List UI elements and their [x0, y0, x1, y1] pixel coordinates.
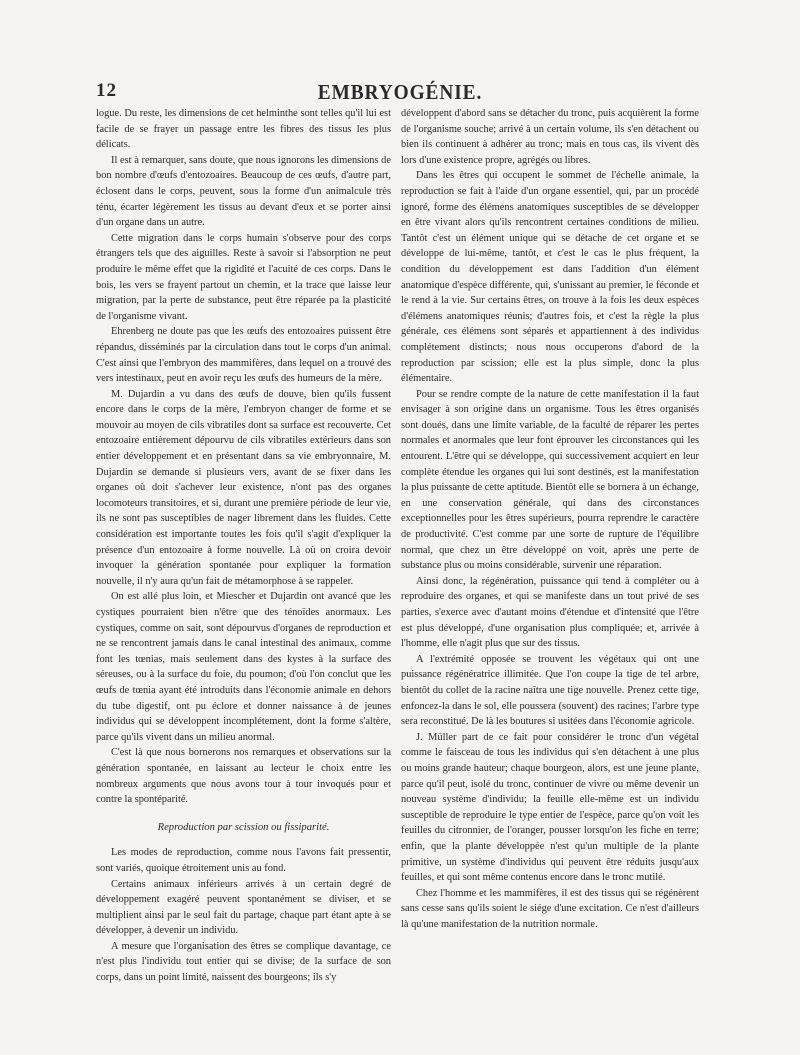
page-header — [96, 80, 704, 106]
section-title: Reproduction par scission ou fissiparité. — [157, 821, 330, 833]
paragraph: Il est à remarquer, sans doute, que nous ignorons les dimensions de bon nombre d'œufs d'entozoaires. Beaucoup de ces œufs, d'autre part, éclosent dans le corps, peuvent, sous la forme d'un animalcule très ténu, écarter légèrement les tissus au devant d'eux et se porter ainsi d'un organe dans un autre. — [96, 154, 391, 229]
paragraph: Certains animaux inférieurs arrivés à un certain degré de développement exagéré peuvent spontanément se diviser, et se multiplient ainsi par le seul fait du partage, chaque part étant apte à se développer, à devenir un individu. — [96, 878, 391, 937]
left-column — [96, 106, 391, 986]
paragraph: C'est là que nous bornerons nos remarques et observations sur la génération spontanée, en laissant au lecteur le choix entre les nombreux arguments que nous avons tour à tour invoqués pour et contre la spontéparité. — [96, 747, 391, 806]
paragraph: A l'extrémité opposée se trouvent les végétaux qui ont une puissance régénératrice illimitée. Que l'on coupe la tige de tel arbre, bientôt du collet de la racine naîtra une tige nouvelle. Prenez cette tige, enfoncez-la dans le sol, elle poussera (souvent) des racines; l'arbre type sera reconstitué. De là les boutures si usitées dans l'économie agricole. — [401, 653, 699, 728]
paragraph: développent d'abord sans se détacher du tronc, puis acquièrent la forme de l'organisme souche; arrivé à un certain volume, ils s'en détachent ou bien ils continuent à adhérer au tronc; mais en tous cas, ils vivent dès lors d'une existence propre, agrégés ou libres. — [401, 108, 699, 166]
paragraph: Dans les êtres qui occupent le sommet de l'échelle animale, la reproduction se fait à l'aide d'un organe essentiel, qui, par un procédé ignoré, forme des élémens anatomiques susceptibles de se développer en être vivant alors qu'ils rencontrent certaines conditions de milieu. Tantôt c'est un élément unique qui se détache de cet organe et se développe de lui-même, tantôt, et c'est le cas le plus fréquent, la condition du développement est dans l'addition d'un élément anatomique d'espèce différente, qui, s'unissant au premier, le féconde et le rend à la vie. Sur certains êtres, on trouve à la fois les deux espèces d'élémens anatomiques réunis; d'autres fois, et c'est la règle la plus générale, ces élémens sont séparés et appartiennent à des individus complétement distincts; nous nous occuperons d'abord de la reproduction par scission; elle est la plus simple, donc la plus élémentaire. — [401, 170, 699, 385]
paragraph: On est allé plus loin, et Miescher et Dujardin ont avancé que les cystiques pourraient bien n'être que des ténoïdes anormaux. Les cystiques, comme on sait, sont dépourvus d'organes de reproduction et ne se rencontrent jamais dans le canal intestinal des animaux, comme font les tœnias, mais seulement dans des kystes à la surface des séreuses, ou à la surface du foie, du poumon; d'où l'on conclut que les œufs de tœnia ayant été introduits dans l'économie animale en dehors du tube digestif, ont pu éclore et donner naissance à de jeunes individus qui se développent incomplétement, dont la forme s'altère, parce qu'ils vivent dans un milieu anormal. — [96, 591, 391, 743]
paragraph: Pour se rendre compte de la nature de cette manifestation il la faut envisager à son origine dans un organisme. Tous les êtres organisés sont doués, dans une limite variable, de la faculté de réparer les pertes normales et anormales que leur font éprouver les circonstances qui les entourent. L'être qui se développe, qui successivement acquiert en leur complète étendue les organes qui lui sont destinés, est la manifestation la plus puissante de cette aptitude. Bientôt elle se bornera à un échange, en une conservation générale, qui dans des circonstances exceptionnelles pour les êtres supérieurs, pourra reprendre le caractère de productivité. C'est comme par une sorte de rupture de l'équilibre normal, que chez un être développé on voit, après une perte de substance plus ou moins considérable, survenir une réparation. — [401, 388, 699, 572]
paragraph: logue. Du reste, les dimensions de cet helminthe sont telles qu'il lui est facile de se frayer un passage entre les fibres des tissus les plus délicats. — [96, 108, 391, 151]
paragraph: Ainsi donc, la régénération, puissance qui tend à compléter ou à reproduire des organes, et qui se manifeste dans un tout privé de ses parties, s'exerce avec d'autant moins d'étendue et d'intensité que l'être est plus développé, d'une organisation plus compliquée; et, arrivée à l'homme, elle n'agit plus que sur des tissus. — [401, 575, 699, 650]
running-title: EMBRYOGÉNIE. — [317, 80, 483, 104]
paragraph: J. Müller part de ce fait pour considérer le tronc d'un végétal comme le faisceau de tous les individus qui s'en détachent à une plus ou moins grande hauteur; chaque bourgeon, alors, est une jeune plante, parce qu'il peut, isolé du tronc, continuer de vivre ou même devenir un nouveau système d'individu; la feuille elle-même est un individu susceptible de reproduire le type entier de l'espèce, parce qu'on voit les feuilles du citronnier, de l'oranger, pousser lorsqu'on les fiche en terre; enfin, que la plante développée n'est qu'un multiple de la plante primitive, un système d'individus qui peuvent être réduits jusqu'aux feuilles, et qui sont même contenus encore dans le tronc mutilé. — [401, 731, 699, 884]
paragraph: A mesure que l'organisation des êtres se complique davantage, ce n'est plus l'individu tout entier qui se divise; de la surface de son corps, dans un point limité, naissent des bourgeons; ils s'y — [96, 940, 391, 984]
page-number: 12 — [96, 80, 117, 101]
paragraph: M. Dujardin a vu dans des œufs de douve, bien qu'ils fussent encore dans le corps de la mère, l'embryon changer de forme et se mouvoir au moyen de cils vibratiles dont sa surface est recouverte. Cet entozoaire entièrement dépourvu de cils vibratiles extérieurs dans son entier développement et en présentant dans sa vie embryonnaire, M. Dujardin se demande si plusieurs vers, avant de se fixer dans les organes où doit s'achever leur existence, n'ont pas des organes locomoteurs transitoires, et si, durant une première période de leur vie, ils ne sont pas susceptibles de nager librement dans les fluides. Cette considération est importante toutes les fois qu'il s'agit d'expliquer la présence d'un entozoaire à forme nouvelle. Là où on croira devoir invoquer la génération spontanée pour expliquer la formation nouvelle, il n'y aura qu'un fait de métamorphose à se rappeler. — [96, 388, 391, 587]
paragraph: Ehrenberg ne doute pas que les œufs des entozoaires puissent être répandus, disséminés par la circulation dans tout le corps d'un animal. C'est ainsi que l'embryon des mammifères, dans lequel on a trouvé des vers intestinaux, peut en avoir reçu les œufs des humeurs de la mère. — [96, 326, 391, 385]
paragraph: Chez l'homme et les mammifères, il est des tissus qui se régénèrent sans cesse sans qu'ils soient le siége d'une excitation. Ce n'est d'ailleurs là qu'une manifestation de la nutrition normale. — [401, 887, 699, 930]
paragraph: Les modes de reproduction, comme nous l'avons fait pressentir, sont variés, quoique étroitement unis au fond. — [96, 847, 391, 874]
right-column — [401, 106, 699, 932]
paragraph: Cette migration dans le corps humain s'observe pour des corps étrangers tels que des aiguilles. Reste à savoir si l'absorption ne peut produire le même effet que la rigidité et l'acuité de ces corps. Dans le bois, les vers se frayent partout un chemin, et la trace que laisse leur migration, par la perte de substance, peut être réparée pa la plasticité de l'organisme vivant. — [96, 232, 391, 322]
